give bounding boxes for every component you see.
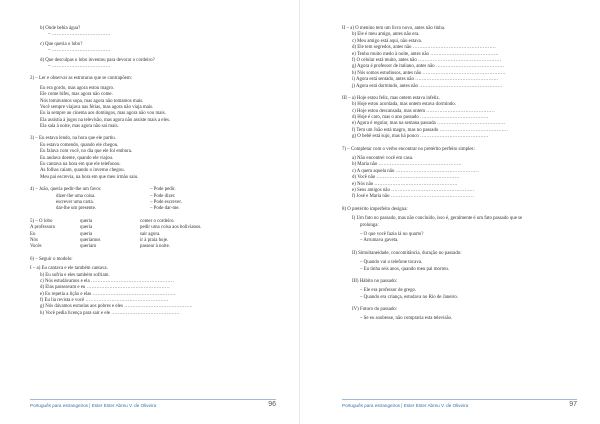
text-line: d) Você não …………………………………………… <box>352 175 460 181</box>
text-line: Você sempre viajava nas férias, mas agora não viaja mais. <box>40 104 154 110</box>
exercise-heading: 8) O pretérito imperfeito designa: <box>342 206 408 212</box>
text-line: Vocês <box>30 244 42 250</box>
text-line: d) Elas passeavam e eu …………………………………………… <box>40 285 170 291</box>
text-line: passear à noite. <box>140 244 171 250</box>
text-line: c) Hoje estou descansada, mas ontem …………………………………… <box>352 108 495 114</box>
text-line: – Ele era professor de grego. <box>360 288 417 294</box>
text-line: c) Que queria o lobo? <box>40 41 83 47</box>
text-line: queria <box>80 231 93 237</box>
text-line: As folhas caíam, quando o inverno chegou. <box>40 168 125 174</box>
text-line: queria <box>80 218 93 224</box>
text-line: Eu estava comendo, quando ele chegou. <box>40 142 119 148</box>
exercise-heading: 6) – Seguir o modelo: <box>30 256 73 262</box>
text-line: i) Agora está sentado, antes não …………………………………………… <box>352 77 499 83</box>
verb-table <box>30 219 270 251</box>
text-line: II) Simultaneidade, concomitância, duração no passado: <box>352 250 462 256</box>
text-line: Ela assistia à jogos na televisão, mas agora não assiste mais a eles. <box>40 117 171 123</box>
text-line: d) Ele tem segredos, antes não …………………………………………… <box>352 45 496 51</box>
text-line: II – a) O menino tem um livro novo, antes não tinha. <box>342 26 446 31</box>
text-line: – Quando era criança, estudava no Rio de Janeiro. <box>360 294 459 300</box>
text-line: Ela saía à noite, mas agora não sai mais. <box>40 124 119 130</box>
text-line: – ……………………………… <box>48 32 111 38</box>
text-line: b) Eu sofria e eles também sofriam. <box>40 272 110 278</box>
page-right <box>300 0 600 424</box>
text-line: d) Que desculpas o lobo inventou para devorar o cordeiro? <box>40 57 155 63</box>
text-line: Eu andava doente, quando ele viajou. <box>40 155 114 161</box>
text-line: g) O bebê está sujo, mas há pouco …………………………………… <box>352 134 489 140</box>
text-line: – Eu tinha seis anos, quando meu pai morreu. <box>360 266 450 272</box>
text-line: IV) Futuro do passado: <box>352 307 398 313</box>
text-line: c) A quem aquela não …………………………………………… <box>352 168 479 174</box>
text-line: Eu falava com você, no dia que ele foi embora. <box>40 149 133 155</box>
text-line: A professora <box>30 225 55 231</box>
text-line: – Quando vai o telefone tocava. <box>360 260 423 266</box>
exercise-heading: 3) – Eu estava lendo, na hora que ele partiu. <box>30 136 116 142</box>
footer-text: Português para estrangeiros | Ester Ester Abreu V. de Oliveira <box>30 403 157 408</box>
text-line: h) Nós somos estudiosos, antes não …………………………………………… <box>352 70 506 76</box>
text-line: h) Você pedia licença para sair e ele …………………………………… <box>40 310 180 316</box>
text-line: b) Maria não …………………………………………… <box>352 162 462 168</box>
text-line: pedir uma coisa aos bolivianos. <box>140 225 202 231</box>
text-line: a) Não encontrei você em casa. <box>352 156 414 162</box>
text-line: b) Hoje estou acordada, mas ontem estava dormindo. <box>352 102 456 108</box>
page-number: 97 <box>569 401 577 408</box>
text-line: 5) – O lobo <box>30 218 53 224</box>
text-line: sair agora. <box>140 231 161 237</box>
text-line: g) Nós dávamos esmolas aos pobres e eles …………………………………… <box>40 304 193 310</box>
text-line: e) Agora é regular, mas na semana passada …………………………………… <box>352 121 506 127</box>
text-line: Eu era gordo, mas agora estou magro. <box>40 85 115 91</box>
text-line: f) O celular está muito, antes não …………………………………………… <box>352 57 502 63</box>
page-footer <box>30 401 276 411</box>
footer-text: Português para estrangeiros | Ester Ester Abreu V. de Oliveira <box>342 403 469 408</box>
text-line: e) Eu repetia a lição e elas …………………………………………… <box>40 291 176 297</box>
text-line: I) Um fato no passado, mas não concluído, isso é, geralmente é um fato passado que se <box>352 216 523 222</box>
text-line: queriam <box>80 244 97 250</box>
text-line: Eu cantava na hora em que ele telefonou. <box>40 162 121 168</box>
text-line: g) Agora é professor de italiano, antes não …………………………………… <box>352 64 505 70</box>
text-line: f) Tem um João está magro, mas no passado …………………………………… <box>352 127 509 133</box>
text-line: e) Tenho muito medo à noite, antes não …………………………………… <box>352 51 499 57</box>
text-line: – Se eu soubesse, não compraria esta televisão. <box>360 316 453 322</box>
text-line: comer o cordeiro. <box>140 218 175 224</box>
text-line: III – a) Hoje estou feliz, mas ontem estava infeliz. <box>342 95 440 101</box>
text-line: Nós tomávamos sopa, mas agora não tomamos mais. <box>40 98 144 104</box>
text-line: – ……………………………… <box>48 48 111 54</box>
text-line: f) Eu lia revista e você …………………………………………… <box>40 298 169 304</box>
exercise-heading: 7) – Completar com o verbo encontrar no pretérito perfeito simples: <box>342 146 475 152</box>
text-line: Eu ia sempre ao cinema aos domingos, mas agora não vou mais. <box>40 111 166 117</box>
text-line: III) Hábito no passado: <box>352 278 398 284</box>
page-footer <box>342 401 577 411</box>
text-line: Ele come bifes, mas agora não come. <box>40 92 113 98</box>
text-line: dizer-lhe uma coisa. <box>56 193 96 199</box>
text-line: c) Meu amigo está aqui, não estava. <box>352 38 423 44</box>
exercise-heading: 4) – João, queria pedir-lhe um favor. <box>30 187 102 193</box>
text-line: e) Seus amigos não …………………………………………… <box>352 187 475 193</box>
text-line: – Pode escrever. <box>150 199 182 205</box>
text-line: j) Agora está dormindo, antes não …………………………………………… <box>352 83 503 89</box>
text-line: e) Nós não …………………………………………… <box>352 181 458 187</box>
text-line: Meu pai escrevia, na hora em que meu irmão saiu. <box>40 174 139 180</box>
text-line: ir à praia hoje. <box>140 237 169 243</box>
text-line: – Pode pedir. <box>150 187 176 193</box>
text-line: d) Hoje é caro, mas o ano passado …………………………………… <box>352 115 489 121</box>
exercise-heading: 2) – Ler e observar as estruturas que se contrapõem: <box>30 76 132 82</box>
page-right-content <box>342 26 577 323</box>
text-line: b) Ele é meu amigo, antes não era. <box>352 32 420 38</box>
page-number: 96 <box>268 401 276 408</box>
text-line: – Pode dizer. <box>150 193 176 199</box>
text-line: prolonga: <box>360 222 379 228</box>
text-line: c) Nós estudávamos e ela …………………………………………… <box>40 278 175 284</box>
text-line: dar-lhe um presente. <box>56 206 96 212</box>
text-line: I – a) Eu cantava e ele também cantava. <box>30 266 108 272</box>
text-line: Eu <box>30 231 36 237</box>
text-line: – Arrumava gaveta. <box>360 238 399 244</box>
text-line: – Pode dar-me. <box>150 206 180 212</box>
text-line: b) Onde bebia água? <box>40 26 81 31</box>
text-line: queria <box>80 225 93 231</box>
text-line: – ……………………………… <box>48 63 111 69</box>
page-left-content <box>30 26 270 317</box>
text-line: Nós <box>30 237 38 243</box>
text-line: f) José e Maria não …………………………………………… <box>352 194 474 200</box>
text-line: queríamos <box>80 237 101 243</box>
text-line: – O que você fazia lá no quarto? <box>360 231 424 237</box>
text-line: escrever uma carta. <box>56 199 94 205</box>
